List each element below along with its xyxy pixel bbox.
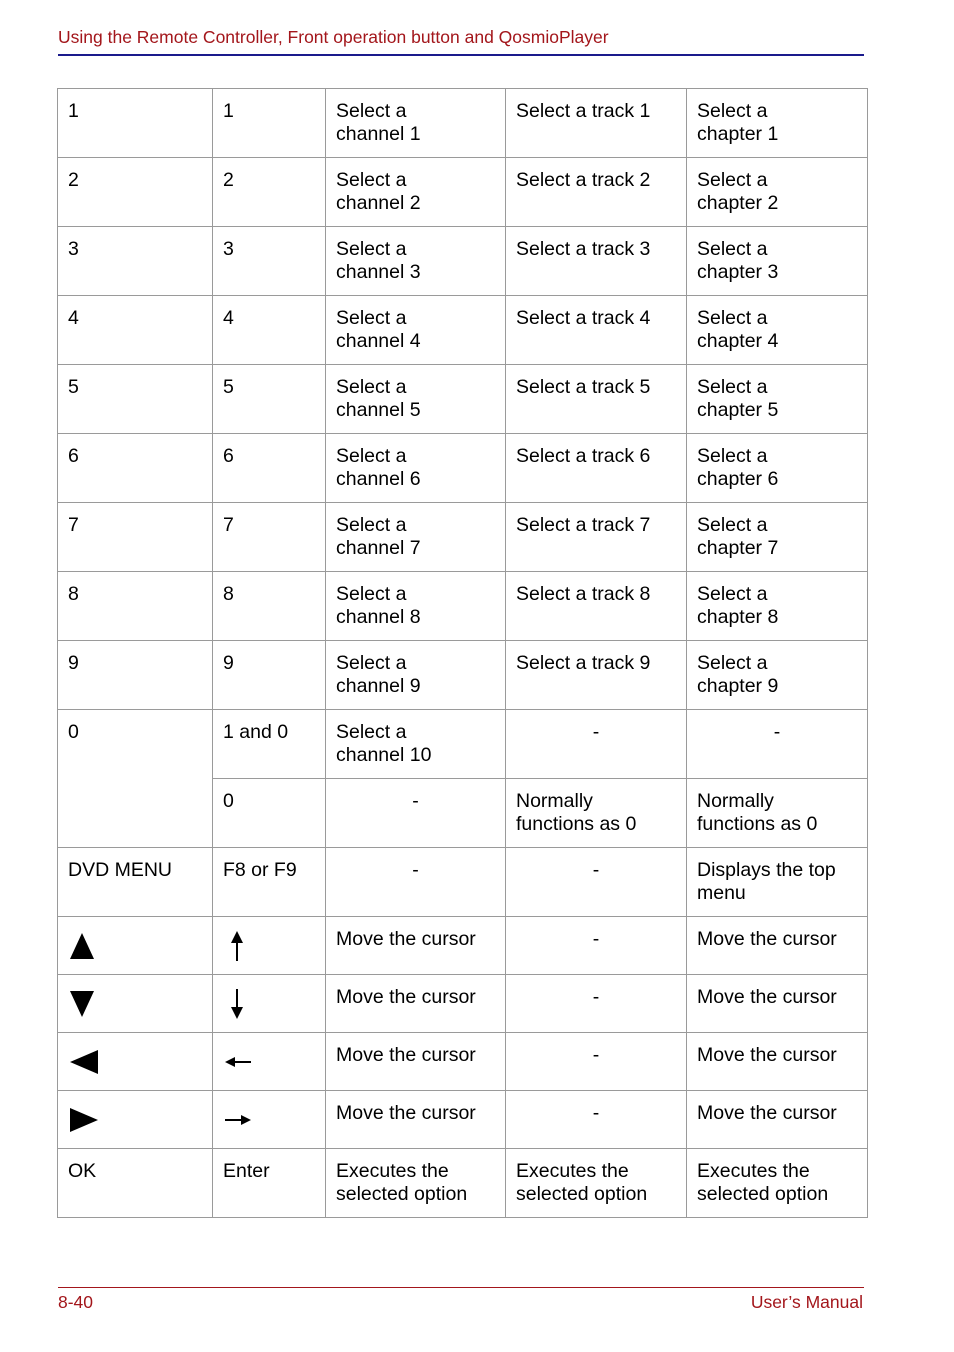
dvd-function-cell [687, 779, 868, 848]
keyboard-key-cell: 3 [213, 227, 326, 296]
table-row [58, 710, 868, 779]
remote-button-cell: 6 [58, 434, 213, 503]
table-row [58, 296, 868, 365]
cell-text-line: Select a [697, 445, 768, 467]
remote-button-cell: 4 [58, 296, 213, 365]
cd-function-cell [506, 296, 687, 365]
triangle-right-icon [66, 1097, 102, 1141]
cell-text-line: Select a [336, 652, 407, 674]
keyboard-key-cell: 5 [213, 365, 326, 434]
cd-function-cell [506, 779, 687, 848]
cell-text-line: channel 7 [336, 537, 421, 559]
cell-text-line: selected option [697, 1183, 829, 1205]
cd-function-cell: - [506, 917, 687, 975]
cell-text-line: Select a track 4 [516, 307, 651, 329]
header-rule [58, 54, 864, 56]
cell-text-line: Select a [697, 583, 768, 605]
table-row [58, 917, 868, 975]
tv-function-cell: Move the cursor [326, 975, 506, 1033]
dvd-function-cell: Move the cursor [687, 1091, 868, 1149]
dvd-function-cell [687, 503, 868, 572]
dvd-function-cell [687, 1149, 868, 1218]
cd-function-cell [506, 365, 687, 434]
keyboard-key-cell: 0 [213, 779, 326, 848]
keyboard-key-cell: 8 [213, 572, 326, 641]
cell-text-line: Normally [516, 790, 593, 812]
arrow-up-icon [221, 923, 257, 967]
tv-function-cell: - [326, 779, 506, 848]
table-row [58, 434, 868, 503]
cell-text-line: Select a [336, 376, 407, 398]
tv-function-cell [326, 365, 506, 434]
keyboard-key-cell: 1 [213, 89, 326, 158]
tv-function-cell [326, 641, 506, 710]
cell-text-line: chapter 2 [697, 192, 779, 214]
remote-button-cell: 5 [58, 365, 213, 434]
cell-text-line: Executes the [697, 1160, 810, 1182]
remote-button-cell: OK [58, 1149, 213, 1218]
table-row [58, 641, 868, 710]
cell-text-line: selected option [336, 1183, 468, 1205]
table-row [58, 158, 868, 227]
table-row [58, 1149, 868, 1218]
tv-function-cell [326, 227, 506, 296]
cell-text-line: chapter 4 [697, 330, 779, 352]
tv-function-cell [326, 158, 506, 227]
cell-text-line: Select a track 5 [516, 376, 651, 398]
dvd-function-cell [687, 227, 868, 296]
remote-button-cell: 0 [58, 710, 213, 848]
cell-text-line: chapter 6 [697, 468, 779, 490]
cell-text-line: Select a [697, 652, 768, 674]
cell-text-line: Select a [697, 307, 768, 329]
cell-text-line: Executes the [516, 1160, 629, 1182]
cell-text-line: chapter 7 [697, 537, 779, 559]
table-row [58, 975, 868, 1033]
cell-text-line: Select a track 1 [516, 100, 651, 122]
keyboard-key-cell: 7 [213, 503, 326, 572]
cd-function-cell [506, 434, 687, 503]
cell-text-line: Select a [697, 238, 768, 260]
cell-text-line: Select a [336, 514, 407, 536]
cd-function-cell [506, 89, 687, 158]
tv-function-cell [326, 434, 506, 503]
cell-text-line: Select a [697, 514, 768, 536]
keyboard-key-cell: 4 [213, 296, 326, 365]
table-row [58, 503, 868, 572]
cell-text-line: functions as 0 [516, 813, 637, 835]
tv-function-cell [326, 89, 506, 158]
cell-text-line: Select a [697, 100, 768, 122]
manual-title: User’s Manual [750, 1292, 863, 1312]
cd-function-cell: - [506, 848, 687, 917]
remote-button-cell [58, 1091, 213, 1149]
table-row [58, 848, 868, 917]
cell-text-line: Select a track 6 [516, 445, 651, 467]
triangle-down-icon [66, 981, 102, 1025]
cd-function-cell [506, 572, 687, 641]
dvd-function-cell [687, 296, 868, 365]
remote-key-table [57, 88, 868, 1218]
table-row [58, 227, 868, 296]
cell-text-line: Select a track 9 [516, 652, 651, 674]
table-row [58, 1033, 868, 1091]
remote-button-cell: 8 [58, 572, 213, 641]
cell-text-line: Select a [697, 376, 768, 398]
cell-text-line: selected option [516, 1183, 648, 1205]
cell-text-line: Select a [336, 238, 407, 260]
cell-text-line: channel 8 [336, 606, 421, 628]
table-row [58, 365, 868, 434]
remote-button-cell: 9 [58, 641, 213, 710]
cell-text-line: channel 1 [336, 123, 421, 145]
tv-function-cell: Move the cursor [326, 1091, 506, 1149]
cell-text-line: chapter 9 [697, 675, 779, 697]
dvd-function-cell: Move the cursor [687, 975, 868, 1033]
cell-text-line: Normally [697, 790, 774, 812]
tv-function-cell: - [326, 848, 506, 917]
table-row [58, 572, 868, 641]
dvd-function-cell [687, 365, 868, 434]
keyboard-key-cell [213, 917, 326, 975]
dvd-function-cell: - [687, 710, 868, 779]
page-header-title: Using the Remote Controller, Front operation button and QosmioPlayer [58, 27, 609, 47]
cell-text-line: channel 5 [336, 399, 421, 421]
keyboard-key-cell: Enter [213, 1149, 326, 1218]
cell-text-line: Select a [336, 583, 407, 605]
cd-function-cell: - [506, 1033, 687, 1091]
remote-button-cell [58, 975, 213, 1033]
cd-function-cell [506, 227, 687, 296]
tv-function-cell [326, 572, 506, 641]
remote-button-cell: 3 [58, 227, 213, 296]
tv-function-cell [326, 296, 506, 365]
dvd-function-cell [687, 572, 868, 641]
dvd-function-cell [687, 89, 868, 158]
table-row [58, 89, 868, 158]
cell-text-line: chapter 1 [697, 123, 779, 145]
remote-button-cell: 1 [58, 89, 213, 158]
page-number: 8-40 [58, 1292, 94, 1312]
keyboard-key-cell [213, 1033, 326, 1091]
dvd-function-cell [687, 158, 868, 227]
cell-text-line: Select a [336, 721, 407, 743]
keyboard-key-cell: F8 or F9 [213, 848, 326, 917]
triangle-left-icon [66, 1039, 102, 1083]
remote-button-cell: 7 [58, 503, 213, 572]
remote-button-cell: 2 [58, 158, 213, 227]
cell-text-line: chapter 5 [697, 399, 779, 421]
cell-text-line: chapter 8 [697, 606, 779, 628]
cd-function-cell: - [506, 975, 687, 1033]
arrow-right-icon [221, 1097, 257, 1141]
cell-text-line: Displays the top [697, 859, 836, 881]
cell-text-line: channel 3 [336, 261, 421, 283]
dvd-function-cell [687, 434, 868, 503]
cell-text-line: channel 9 [336, 675, 421, 697]
cell-text-line: Select a track 7 [516, 514, 651, 536]
cell-text-line: Select a [336, 169, 407, 191]
cell-text-line: Select a [336, 307, 407, 329]
triangle-up-icon [66, 923, 102, 967]
dvd-function-cell [687, 848, 868, 917]
table-row [58, 1091, 868, 1149]
cell-text-line: Select a [336, 100, 407, 122]
arrow-left-icon [221, 1039, 257, 1083]
cd-function-cell [506, 158, 687, 227]
keyboard-key-cell: 6 [213, 434, 326, 503]
tv-function-cell: Move the cursor [326, 1033, 506, 1091]
arrow-down-icon [221, 981, 257, 1025]
cell-text-line: Select a track 8 [516, 583, 651, 605]
cd-function-cell [506, 503, 687, 572]
cell-text-line: channel 4 [336, 330, 421, 352]
keyboard-key-cell: 9 [213, 641, 326, 710]
cell-text-line: channel 6 [336, 468, 421, 490]
tv-function-cell [326, 1149, 506, 1218]
cd-function-cell [506, 641, 687, 710]
dvd-function-cell: Move the cursor [687, 1033, 868, 1091]
cell-text-line: channel 2 [336, 192, 421, 214]
cell-text-line: channel 10 [336, 744, 432, 766]
keyboard-key-cell: 2 [213, 158, 326, 227]
remote-button-cell: DVD MENU [58, 848, 213, 917]
tv-function-cell [326, 503, 506, 572]
keyboard-key-cell [213, 975, 326, 1033]
cd-function-cell [506, 1149, 687, 1218]
cell-text-line: chapter 3 [697, 261, 779, 283]
cell-text-line: Select a track 2 [516, 169, 651, 191]
cd-function-cell: - [506, 710, 687, 779]
tv-function-cell [326, 710, 506, 779]
cd-function-cell: - [506, 1091, 687, 1149]
keyboard-key-cell: 1 and 0 [213, 710, 326, 779]
dvd-function-cell: Move the cursor [687, 917, 868, 975]
cell-text-line: menu [697, 882, 746, 904]
keyboard-key-cell [213, 1091, 326, 1149]
cell-text-line: Select a [336, 445, 407, 467]
remote-button-cell [58, 917, 213, 975]
remote-button-cell [58, 1033, 213, 1091]
cell-text-line: Select a [697, 169, 768, 191]
cell-text-line: functions as 0 [697, 813, 818, 835]
tv-function-cell: Move the cursor [326, 917, 506, 975]
footer-rule [58, 1287, 864, 1288]
cell-text-line: Executes the [336, 1160, 449, 1182]
dvd-function-cell [687, 641, 868, 710]
cell-text-line: Select a track 3 [516, 238, 651, 260]
